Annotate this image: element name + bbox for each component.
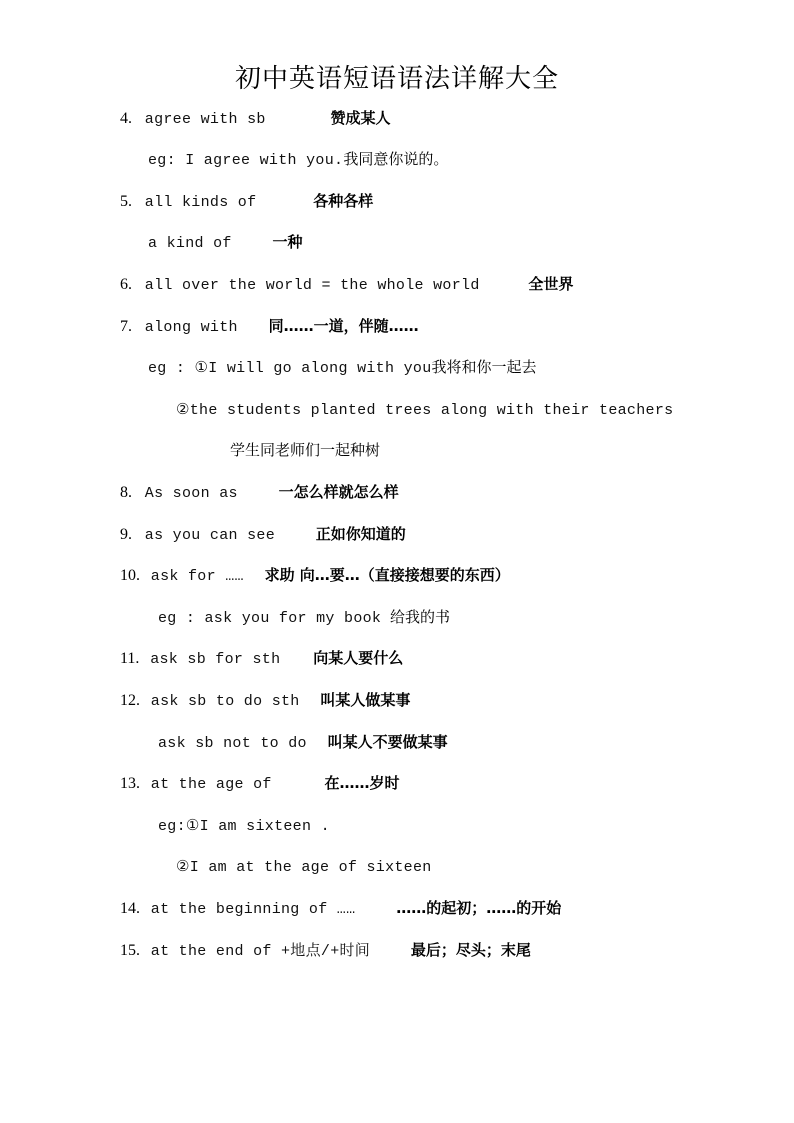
meaning: 全世界 — [528, 275, 574, 293]
entry-number: 7. — [120, 318, 132, 335]
example-translation: 我同意你说的。 — [343, 150, 449, 168]
entry-8 — [120, 482, 399, 504]
example-line — [176, 856, 432, 878]
meaning: 叫某人不要做某事 — [327, 733, 448, 751]
entry-number: 12. — [120, 692, 140, 709]
entry-12 — [120, 690, 410, 712]
meaning: 最后；尽头；末尾 — [410, 941, 531, 959]
phrase: ask sb to do sth — [150, 693, 300, 710]
page-title: 初中英语短语语法详解大全 — [234, 64, 559, 94]
entry-11 — [120, 648, 403, 670]
phrase: at the age of — [150, 776, 272, 793]
phrase: along with — [144, 319, 238, 336]
meaning: 正如你知道的 — [315, 525, 406, 543]
phrase: ask for …… — [150, 568, 244, 585]
phrase: ask sb not to do — [158, 735, 307, 752]
phrase: a kind of — [148, 235, 232, 252]
meaning: 向某人要什么 — [313, 649, 404, 667]
meaning: 一怎么样就怎么样 — [278, 483, 399, 501]
entry-number: 4. — [120, 110, 132, 127]
example-text: ②I am at the age of sixteen — [176, 859, 432, 876]
example-text: ②the students planted trees along with their teachers — [176, 402, 674, 419]
entry-number: 11. — [120, 650, 140, 667]
entry-7 — [120, 316, 419, 338]
entry-4 — [120, 108, 391, 130]
meaning: 求助 向…要…（直接接想要的东西） — [264, 566, 510, 584]
phrase: as you can see — [144, 527, 276, 544]
entry-13 — [120, 773, 400, 795]
example-text: eg : ①I will go along with you — [148, 360, 432, 377]
meaning: 一种 — [272, 233, 303, 251]
entry-5 — [120, 191, 373, 213]
phrase: agree with sb — [144, 111, 266, 128]
phrase: at the beginning of …… — [150, 901, 356, 918]
entry-10 — [120, 565, 510, 587]
example-line — [158, 815, 330, 837]
example-line — [148, 149, 448, 171]
entry-6 — [120, 274, 573, 296]
meaning: ……的起初；……的开始 — [396, 899, 562, 917]
entry-number: 10. — [120, 567, 140, 584]
entry-number: 6. — [120, 276, 132, 293]
meaning: 同……一道，伴随…… — [268, 317, 419, 335]
example-translation: 给我的书 — [390, 608, 451, 626]
phrase: all over the world = the whole world — [144, 277, 480, 294]
meaning: 叫某人做某事 — [320, 691, 411, 709]
entry-number: 5. — [120, 193, 132, 210]
entry-14 — [120, 898, 561, 920]
entry-number: 9. — [120, 526, 132, 543]
example-line — [158, 607, 450, 629]
entry-number: 14. — [120, 900, 140, 917]
entry-number: 15. — [120, 942, 140, 959]
sub-phrase-line — [148, 232, 303, 254]
example-line — [176, 399, 673, 421]
phrase: ask sb for sth — [150, 651, 281, 668]
entry-15 — [120, 940, 531, 962]
entry-number: 13. — [120, 775, 140, 792]
phrase: all kinds of — [144, 194, 257, 211]
example-line — [148, 357, 537, 379]
phrase: As soon as — [144, 485, 238, 502]
phrase: at the end of +地点/+时间 — [150, 943, 371, 960]
meaning: 各种各样 — [313, 192, 374, 210]
example-translation: 我将和你一起去 — [431, 358, 537, 376]
example-text: eg: I agree with you. — [148, 152, 344, 169]
example-translation: 学生同老师们一起种树 — [230, 441, 381, 459]
entry-number: 8. — [120, 484, 132, 501]
sub-phrase-line — [158, 732, 448, 754]
meaning: 在……岁时 — [324, 774, 400, 792]
example-translation-line — [230, 440, 380, 460]
meaning: 赞成某人 — [330, 109, 391, 127]
entry-9 — [120, 524, 406, 546]
example-text: eg:①I am sixteen . — [158, 818, 330, 835]
example-text: eg : ask you for my book — [158, 610, 382, 627]
